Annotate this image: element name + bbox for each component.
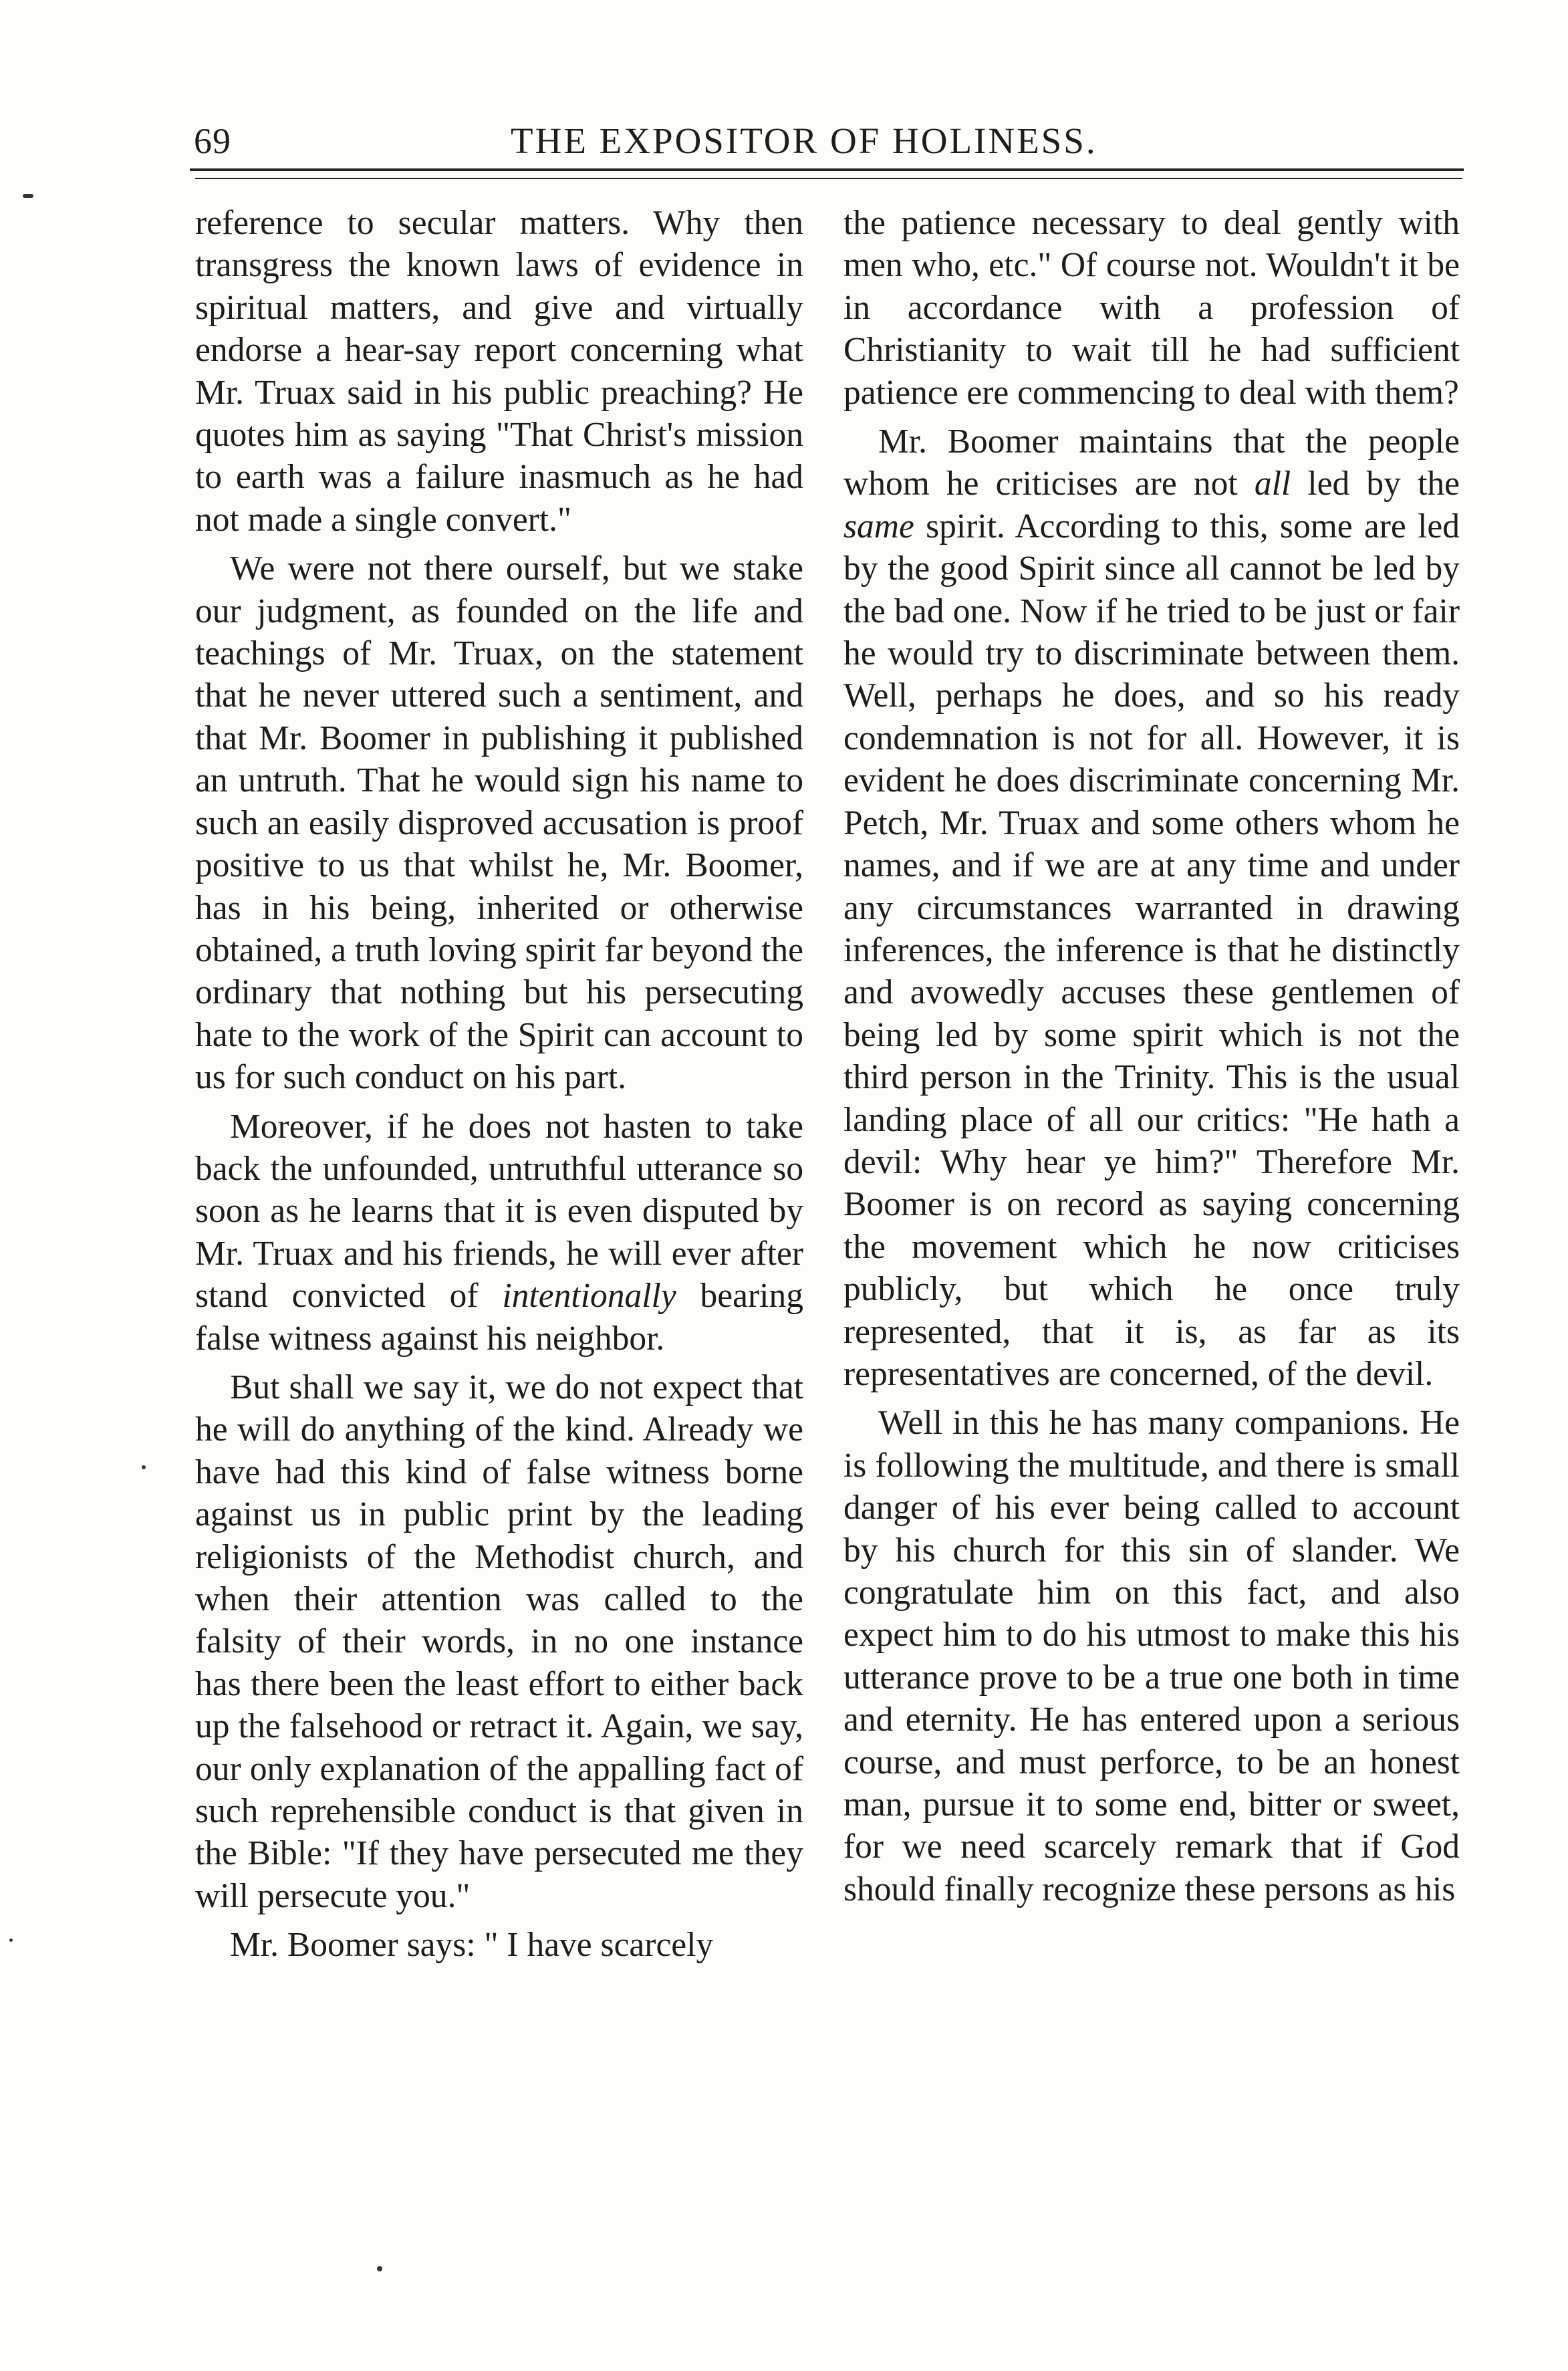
- paragraph: But shall we say it, we do not expect that he will do anything of the kind. Already we have had this kind of false witness borne against us in public print by the leading religionists of the Methodist church, and when their attention was called to the falsity of their words, in no one instance has there been the least effort to either back up the falsehood or retract it. Again, we say, our only explanation of the appalling fact of such reprehensible conduct is that given in the Bible: "If they have persecuted me they will persecute you.": [195, 1368, 803, 1915]
- header-rule-thin: [195, 178, 1462, 179]
- right-column: [843, 202, 1460, 1910]
- paragraph-text: led by the: [1291, 465, 1460, 503]
- paragraph: [843, 420, 1460, 1395]
- paragraph-text: bearing false witness against his neighbor.: [195, 1277, 803, 1358]
- scan-speck: [142, 1465, 146, 1469]
- journal-title: THE EXPOSITOR OF HOLINESS.: [511, 120, 1097, 161]
- paragraph: reference to secular matters. Why then transgress the known laws of evidence in spiritual matters, and give and virtually endorse a hear-say report concerning what Mr. Truax said in his public preaching? He quotes him as saying "That Christ's mission to earth was a failure inasmuch as he had not made a single convert.": [195, 204, 803, 539]
- running-header: [194, 118, 1457, 171]
- emphasis: same: [843, 507, 914, 545]
- paragraph-text: Moreover, if he does not hasten to take back the unfounded, untruthful utterance so soon as he learns that it is even disputed by Mr. Truax and his friends, he will ever after stand convicted of: [195, 1107, 803, 1316]
- page-number: 69: [194, 121, 231, 161]
- scan-speck: [377, 2266, 382, 2271]
- paragraph: the patience necessary to deal gently with men who, etc." Of course not. Wouldn't it be in accordance with a profession of Christianity to wait till he had sufficient patience ere commencing to deal with them?: [843, 204, 1460, 412]
- left-column: [195, 202, 803, 1967]
- paragraph: We were not there ourself, but we stake our judgment, as founded on the life and teachings of Mr. Truax, on the statement that he never uttered such a sentiment, and that Mr. Boomer in publishing it published an untruth. That he would sign his name to such an easily disproved accusation is proof positive to us that whilst he, Mr. Boomer, has in his being, inherited or otherwise obtained, a truth loving spirit far beyond the ordinary that nothing but his persecuting hate to the work of the Spirit can account to us for such conduct on his part.: [195, 549, 803, 1097]
- paragraph: [195, 1106, 803, 1360]
- scan-speck: [9, 1939, 13, 1942]
- paragraph-text: Mr. Boomer maintains that the people whom he criticises are not: [843, 422, 1460, 503]
- paragraph-text: spirit. According to this, some are led by the good Spirit since all cannot be led by the bad one. Now if he tried to be just or fair he would try to discriminate between them. Well, perhaps he does, and so his ready condemnation is not for all. However, it is evident he does discriminate concerning Mr. Petch, Mr. Truax and some others whom he names, and if we are at any time and under any circumstances warranted in drawing inferences, the inference is that he distinctly and avowedly accuses these gentlemen of being led by some spirit which is not the third person in the Trinity. This is the usual landing place of all our critics: "He hath a devil: Why hear ye him?" Therefore Mr. Boomer is on record as saying concerning the movement which he now criticises publicly, but which he once truly represented, that it is, as far as its representatives are concerned, of the devil.: [843, 507, 1460, 1393]
- paragraph: Mr. Boomer says: " I have scarcely: [230, 1926, 714, 1965]
- paragraph: Well in this he has many companions. He is following the multitude, and there is small danger of his ever being called to account by his church for this sin of slander. We congratulate him on this fact, and also expect him to do his utmost to make this his utterance prove to be a true one both in time and eternity. He has entered upon a serious course, and must perforce, to be an honest man, pursue it to some end, bitter or sweet, for we need scarcely remark that if God should finally recognize these persons as his: [843, 1404, 1460, 1908]
- scan-speck: [23, 194, 33, 198]
- emphasis: all: [1254, 465, 1291, 503]
- header-rule: [190, 168, 1464, 171]
- emphasis: intentionally: [502, 1277, 676, 1316]
